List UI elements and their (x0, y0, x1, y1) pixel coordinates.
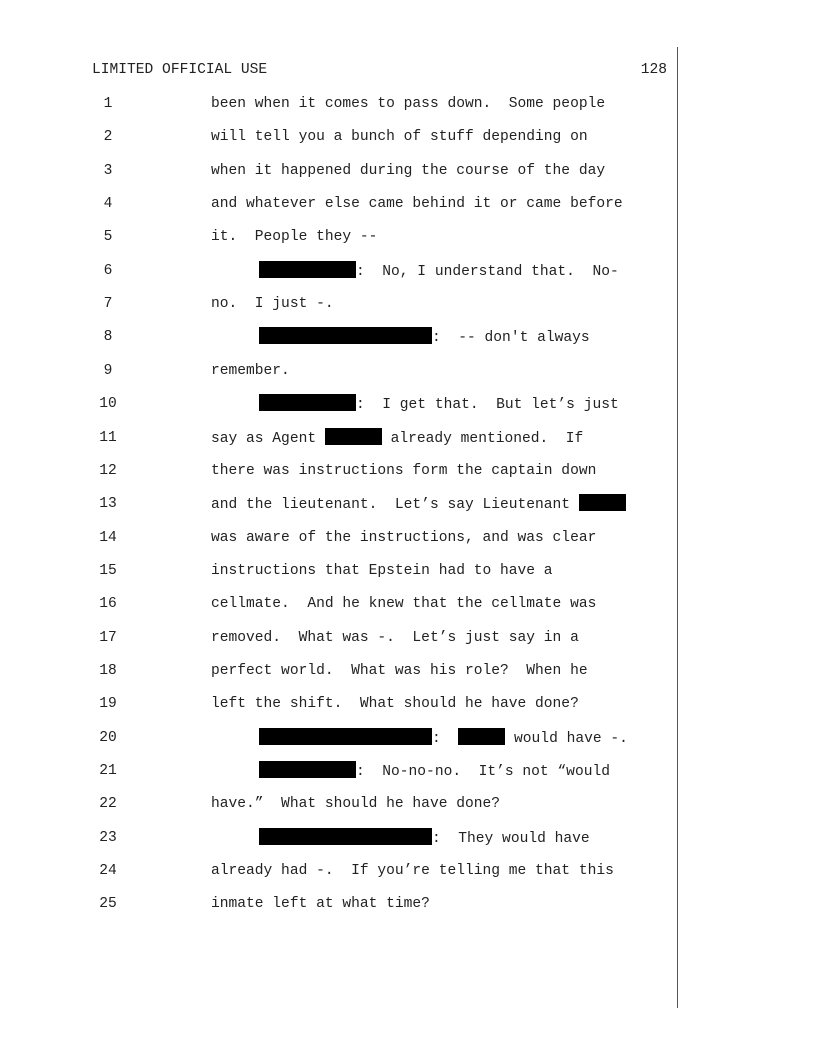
line-number: 12 (99, 462, 117, 479)
transcript-line (0, 761, 700, 785)
line-text (211, 661, 588, 681)
line-text-segment: already had -. If you’re telling me that this (211, 863, 614, 880)
line-text-segment: : -- don't always (432, 330, 590, 347)
line-text-segment: there was instructions form the captain down (211, 462, 597, 479)
line-number: 3 (103, 162, 113, 179)
line-text (211, 694, 579, 714)
redaction-box (579, 494, 626, 511)
line-text (211, 161, 605, 181)
line-text-segment: been when it comes to pass down. Some people (211, 96, 606, 112)
line-text-segment: left the shift. What should he have done? (211, 696, 579, 713)
line-number: 4 (103, 196, 113, 213)
line-text (211, 294, 334, 314)
redaction-box (325, 428, 382, 445)
redaction-box (259, 261, 356, 278)
line-text (211, 794, 500, 814)
transcript-line (0, 628, 700, 652)
line-text (211, 127, 588, 147)
line-number: 5 (103, 229, 113, 246)
classification-header: LIMITED OFFICIAL USE (92, 62, 268, 78)
transcript-line (0, 594, 700, 618)
transcript-line (0, 894, 700, 918)
line-text-segment: : I get that. But let’s just (356, 397, 619, 414)
line-text (211, 561, 553, 581)
line-text-segment: : They would have (432, 830, 590, 847)
line-number: 11 (99, 429, 117, 446)
transcript-line (0, 728, 700, 752)
line-text-segment: perfect world. What was his role? When he (211, 662, 588, 679)
transcript-line (0, 561, 700, 585)
line-number: 22 (99, 796, 117, 813)
redaction-box (259, 327, 432, 344)
line-number: 13 (99, 496, 117, 513)
line-number: 9 (103, 362, 113, 379)
line-text-segment: no. I just -. (211, 296, 334, 313)
transcript-line (0, 461, 700, 485)
line-text-segment: instructions that Epstein had to have a (211, 562, 553, 579)
line-number: 6 (103, 262, 113, 279)
transcript-line (0, 127, 700, 151)
line-text-segment: : No, I understand that. No- (356, 263, 619, 280)
line-text-segment: was aware of the instructions, and was clear (211, 529, 597, 546)
transcript-line (0, 661, 700, 685)
line-number: 23 (99, 829, 117, 846)
line-number: 17 (99, 629, 117, 646)
line-number: 15 (99, 562, 117, 579)
line-text-segment: say as Agent (211, 430, 325, 447)
line-text (211, 461, 596, 481)
line-text (259, 394, 619, 415)
line-text (211, 94, 605, 114)
line-text-segment: cellmate. And he knew that the cellmate was (211, 596, 597, 613)
line-text-segment: would have -. (505, 730, 628, 747)
transcript-line (0, 828, 700, 852)
line-text (259, 761, 610, 782)
transcript-line (0, 394, 700, 418)
line-text (259, 728, 628, 749)
line-text (211, 594, 596, 614)
line-text-segment: already mentioned. If (381, 430, 584, 447)
line-text-segment: it. People they -- (211, 229, 378, 246)
line-text-segment: removed. What was -. Let’s just say in a (211, 629, 579, 646)
line-number: 18 (99, 662, 117, 679)
line-text (211, 428, 583, 449)
transcript-line (0, 94, 700, 118)
transcript-line (0, 694, 700, 718)
line-text-segment: : No-no-no. It’s not “would (356, 764, 610, 780)
redaction-box (259, 394, 356, 411)
transcript-line (0, 528, 700, 552)
line-text (211, 628, 579, 648)
line-text-segment: and whatever else came behind it or came before (211, 196, 623, 213)
transcript-line (0, 161, 700, 185)
line-text (211, 194, 623, 214)
line-number: 7 (103, 296, 113, 313)
transcript-line (0, 428, 700, 452)
line-number: 2 (103, 129, 113, 146)
line-text (211, 361, 290, 381)
line-number: 16 (99, 596, 117, 613)
line-text-segment: have.” What should he have done? (211, 796, 501, 813)
transcript-line (0, 227, 700, 251)
line-number: 1 (103, 96, 113, 112)
line-text (259, 828, 590, 849)
line-text (211, 861, 614, 881)
transcript-line (0, 194, 700, 218)
line-text (211, 494, 626, 515)
transcript-line (0, 327, 700, 351)
line-number: 10 (99, 396, 117, 413)
line-number: 14 (99, 529, 117, 546)
redaction-box (259, 761, 356, 778)
transcript-line (0, 294, 700, 318)
line-text-segment: remember. (211, 362, 290, 379)
line-number: 20 (99, 729, 117, 746)
transcript-line (0, 261, 700, 285)
transcript-line (0, 861, 700, 885)
line-number: 24 (99, 863, 117, 880)
line-text (211, 894, 430, 914)
transcript-line (0, 494, 700, 518)
page-number: 128 (640, 62, 667, 78)
line-text-segment: : (432, 730, 459, 747)
line-number: 19 (99, 696, 117, 713)
line-text (211, 227, 377, 247)
transcript-line (0, 361, 700, 385)
line-number: 25 (99, 896, 117, 913)
redaction-box (259, 728, 432, 745)
line-text-segment: will tell you a bunch of stuff depending on (211, 129, 588, 146)
line-text-segment: inmate left at what time? (211, 896, 430, 913)
line-text (211, 528, 596, 548)
line-number: 8 (103, 329, 113, 346)
redaction-box (458, 728, 505, 745)
transcript-line (0, 794, 700, 818)
line-text-segment: and the lieutenant. Let’s say Lieutenant (211, 497, 579, 514)
line-text-segment: when it happened during the course of the day (211, 162, 606, 179)
line-number: 21 (99, 763, 117, 779)
redaction-box (259, 828, 432, 845)
line-text (259, 261, 619, 282)
line-text (259, 327, 590, 348)
